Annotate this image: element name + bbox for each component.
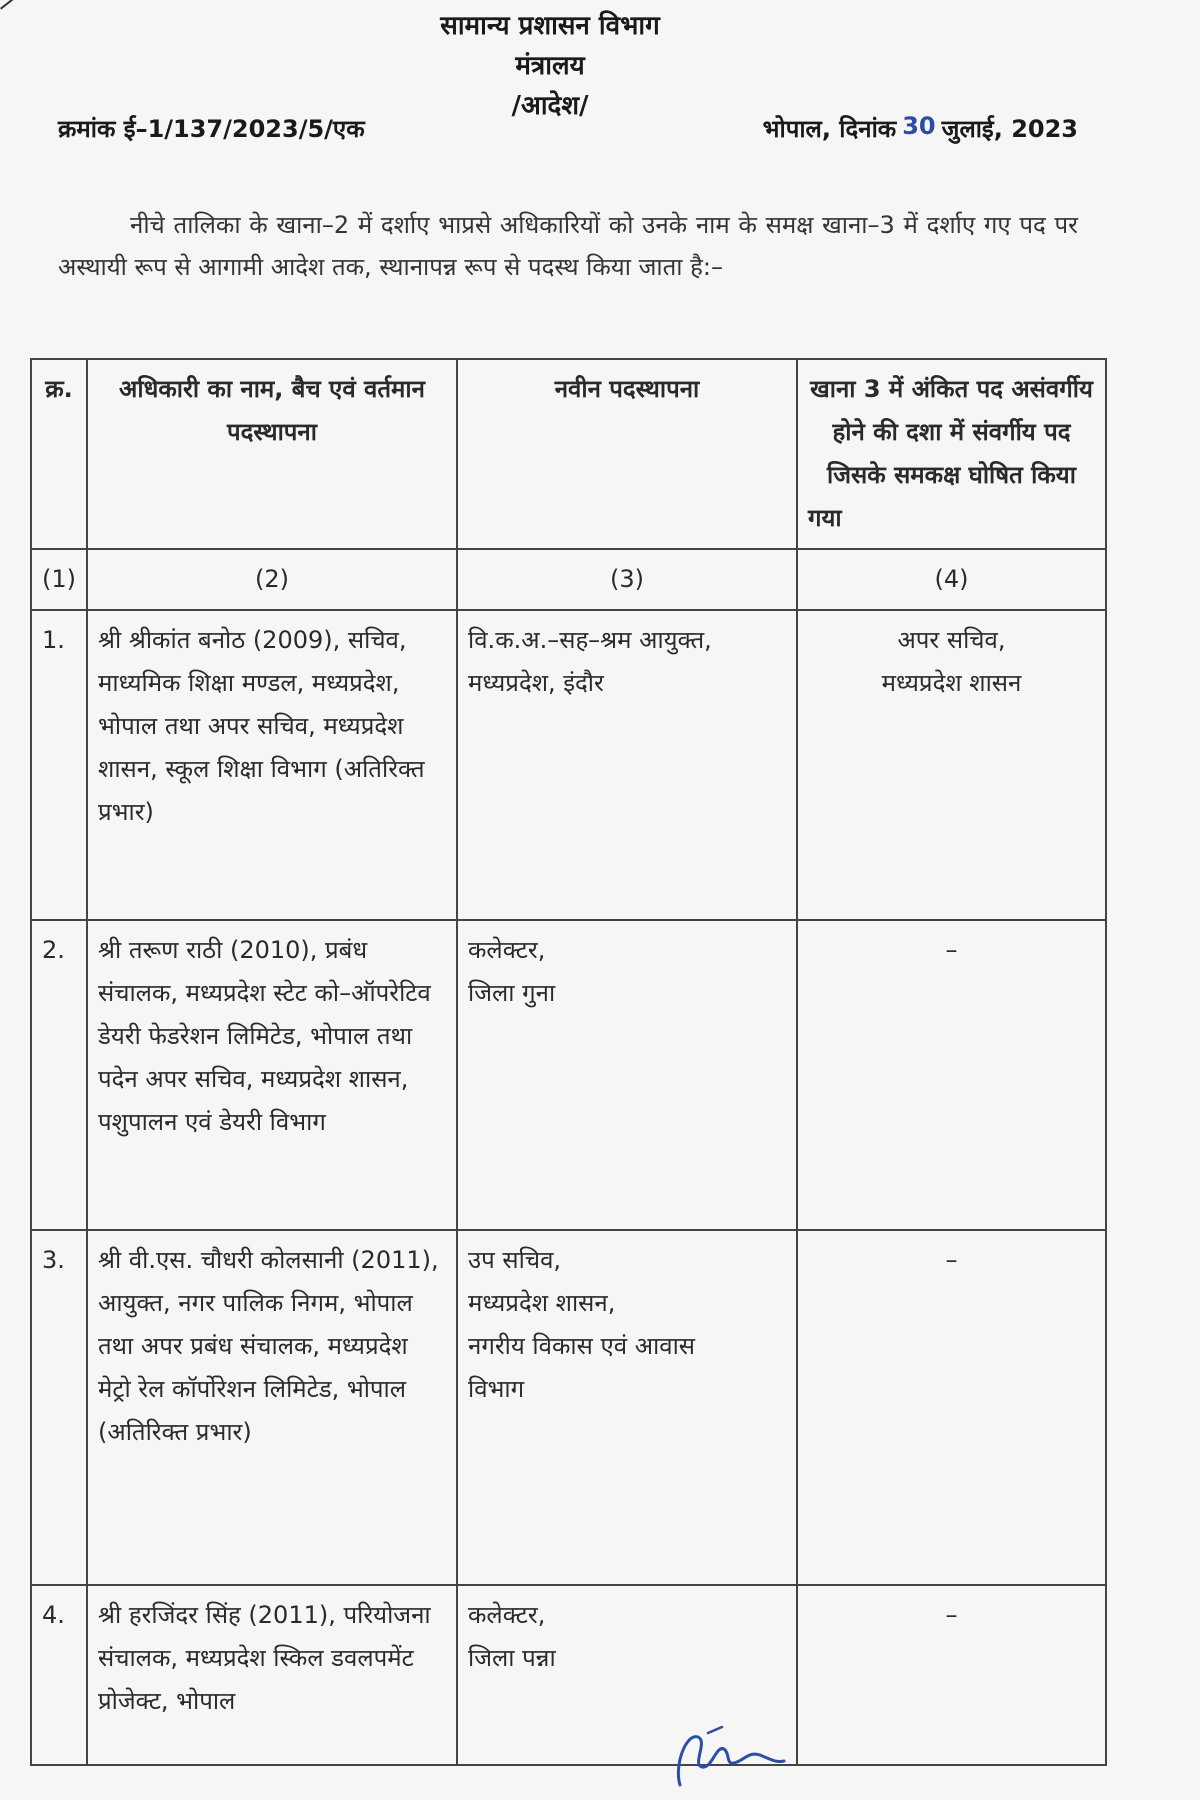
- row-sn: 4.: [31, 1585, 87, 1765]
- order-title: /आदेश/: [511, 91, 589, 121]
- row-officer: श्री श्रीकांत बनोठ (2009), सचिव, माध्यमिक शिक्षा मण्डल, मध्यप्रदेश, भोपाल तथा अपर सचिव, मध्यप्रदेश शासन, स्कूल शिक्षा विभाग (अतिरिक्त प्रभार): [87, 610, 457, 920]
- table-row: [31, 1585, 1106, 1765]
- row-new-posting: [457, 610, 797, 920]
- table-header-row: [31, 359, 1106, 549]
- equivalent-line: अपर सचिव,: [897, 626, 1006, 654]
- row-officer: श्री तरूण राठी (2010), प्रबंध संचालक, मध्यप्रदेश स्टेट को–ऑपरेटिव डेयरी फेडरेशन लिमिटेड, भोपाल तथा पदेन अपर सचिव, मध्यप्रदेश शासन, पशुपालन एवं डेयरी विभाग: [87, 920, 457, 1230]
- row-sn: 2.: [31, 920, 87, 1230]
- column-number-row: [31, 549, 1106, 610]
- new-posting-line: मध्यप्रदेश, इंदौर: [468, 669, 604, 697]
- place-date: [763, 112, 1078, 145]
- col-number: (1): [31, 549, 87, 610]
- document-header: [0, 6, 1200, 126]
- table-row: [31, 610, 1106, 920]
- signature-mark: [668, 1715, 788, 1795]
- order-number: क्रमांक ई–1/137/2023/5/एक: [58, 115, 365, 143]
- header-officer: अधिकारी का नाम, बैच एवं वर्तमान पदस्थापना: [87, 359, 457, 549]
- new-posting-line: विभाग: [468, 1375, 525, 1403]
- new-posting-line: मध्यप्रदेश शासन,: [468, 1289, 616, 1317]
- ministry-title: मंत्रालय: [515, 51, 585, 81]
- new-posting-line: कलेक्टर,: [468, 1601, 546, 1629]
- header-sn: क्र.: [31, 359, 87, 549]
- order-reference-row: [58, 112, 1078, 145]
- date-day: 30: [902, 112, 936, 140]
- new-posting-line: कलेक्टर,: [468, 936, 546, 964]
- col-number: (3): [457, 549, 797, 610]
- col-number: (2): [87, 549, 457, 610]
- row-equivalent: –: [797, 1230, 1106, 1585]
- row-officer: श्री वी.एस. चौधरी कोलसानी (2011), आयुक्त, नगर पालिक निगम, भोपाल तथा अपर प्रबंध संचालक, मध्यप्रदेश मेट्रो रेल कॉर्पोरेशन लिमिटेड, भोपाल (अतिरिक्त प्रभार): [87, 1230, 457, 1585]
- col-number: (4): [797, 549, 1106, 610]
- row-equivalent: [797, 610, 1106, 920]
- equivalent-line: मध्यप्रदेश शासन: [881, 669, 1022, 697]
- new-posting-line: जिला गुना: [468, 979, 556, 1007]
- row-equivalent: –: [797, 1585, 1106, 1765]
- row-new-posting: [457, 1230, 797, 1585]
- table-row: [31, 1230, 1106, 1585]
- new-posting-line: वि.क.अ.–सह–श्रम आयुक्त,: [468, 626, 712, 654]
- row-sn: 1.: [31, 610, 87, 920]
- row-officer: श्री हरजिंदर सिंह (2011), परियोजना संचालक, मध्यप्रदेश स्किल डवलपमेंट प्रोजेक्ट, भोपाल: [87, 1585, 457, 1765]
- department-title: सामान्य प्रशासन विभाग: [440, 11, 660, 41]
- intro-paragraph: नीचे तालिका के खाना–2 में दर्शाए भाप्रसे अधिकारियों को उनके नाम के समक्ष खाना–3 में दर्शाए गए पद पर अस्थायी रूप से आगामी आदेश तक, स्थानापन्न रूप से पदस्थ किया जाता है:–: [58, 211, 1078, 281]
- row-sn: 3.: [31, 1230, 87, 1585]
- new-posting-line: नगरीय विकास एवं आवास: [468, 1332, 696, 1360]
- new-posting-line: उप सचिव,: [468, 1246, 562, 1274]
- header-new-posting: नवीन पदस्थापना: [457, 359, 797, 549]
- row-new-posting: [457, 920, 797, 1230]
- posting-table: [30, 358, 1107, 1766]
- table-row: [31, 920, 1106, 1230]
- row-equivalent: –: [797, 920, 1106, 1230]
- new-posting-line: जिला पन्ना: [468, 1644, 556, 1672]
- date-month-year: जुलाई, 2023: [941, 115, 1078, 143]
- header-equivalent: खाना 3 में अंकित पद असंवर्गीय होने की दशा में संवर्गीय पद जिसके समकक्ष घोषित किया गया: [797, 359, 1106, 549]
- place-date-prefix: भोपाल, दिनांक: [762, 115, 897, 143]
